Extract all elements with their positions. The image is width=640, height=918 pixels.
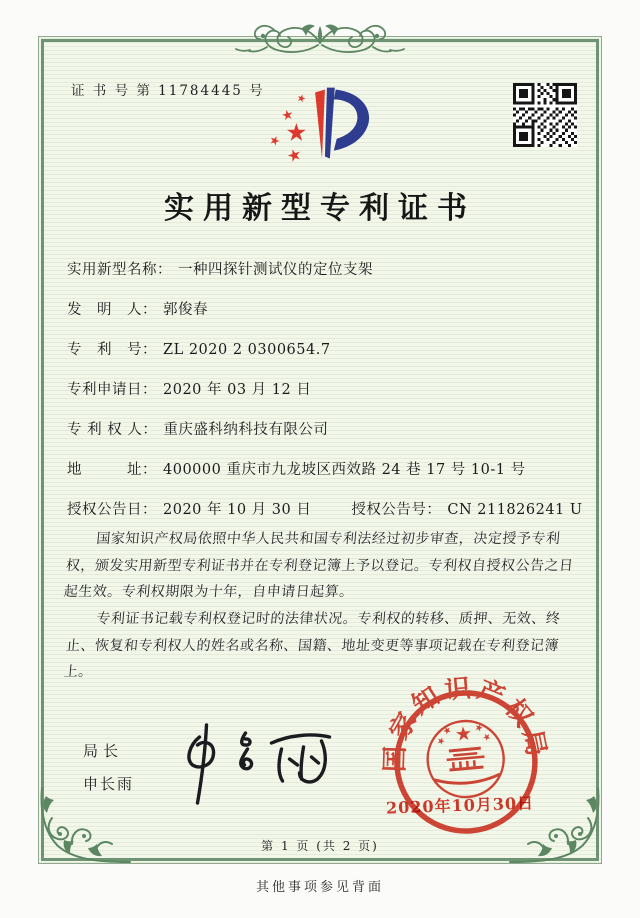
field-value: ZL 2020 2 0300654.7 [163, 342, 331, 358]
certificate-title: 实用新型专利证书 [164, 191, 476, 226]
certificate-fields [67, 258, 583, 538]
field-label: 专利申请日： [67, 382, 157, 398]
qr-code [513, 83, 577, 147]
cnipa-patent-logo-icon [257, 79, 385, 169]
field-value: 2020 年 10 月 30 日 [163, 502, 312, 518]
field-label: 地 址： [67, 462, 157, 478]
legal-paragraph-2: 专利证书记载专利权登记时的法律状况。专利权的转移、质押、无效、终止、恢复和专利权人的姓名或名称、国籍、地址变更等事项记载在专利登记簿上。 [63, 610, 562, 680]
field-filing-date [67, 378, 579, 399]
certificate-border-frame [38, 36, 602, 864]
field-inventor [67, 298, 579, 319]
field-value: 重庆盛科纳科技有限公司 [163, 422, 329, 438]
legal-text [63, 526, 580, 685]
field-patentee [67, 418, 579, 439]
field-label: 发 明 人： [67, 302, 157, 318]
field-label: 专 利 权 人： [67, 422, 158, 438]
field-value: 400000 重庆市九龙坡区西效路 24 巷 17 号 10-1 号 [163, 462, 526, 478]
back-note: 其他事项参见背面 [255, 880, 384, 895]
field-grant-date-and-number [67, 498, 583, 519]
field-address [67, 458, 579, 479]
field-value: CN 211826241 U [447, 502, 583, 518]
field-value: 2020 年 03 月 12 日 [163, 382, 312, 398]
certificate-number: 证 书 号 第 11784445 号 [71, 83, 265, 99]
seal-date: 2020年10月30日 [385, 793, 535, 818]
field-label: 专 利 号： [67, 342, 157, 358]
page-number: 第 1 页 (共 2 页) [261, 839, 379, 853]
commissioner-name: 申长雨 [83, 775, 135, 793]
field-patent-number [67, 338, 579, 359]
field-label: 授权公告日： [67, 502, 157, 518]
field-value: 一种四探针测试仪的定位支架 [178, 262, 373, 278]
commissioner-title: 局长 [83, 742, 124, 760]
top-border-ornament-icon [214, 21, 426, 57]
seal-authority-text: 国家知识产权局 [380, 673, 552, 773]
field-value: 郭俊春 [163, 302, 208, 318]
bottom-left-ornament-icon [38, 770, 133, 865]
field-label: 实用新型名称： [67, 262, 172, 278]
official-seal [364, 669, 568, 857]
commissioner-signature-handwriting [157, 719, 352, 807]
field-label: 授权公告号： [351, 502, 442, 518]
field-utility-model-name [67, 258, 579, 279]
legal-paragraph-1: 国家知识产权局依照中华人民共和国专利法经过初步审查，决定授予专利权，颁发实用新型专利证书并在专利登记簿上予以登记。专利权自授权公告之日起生效。专利权期限为十年，自申请日起算。 [63, 531, 575, 600]
